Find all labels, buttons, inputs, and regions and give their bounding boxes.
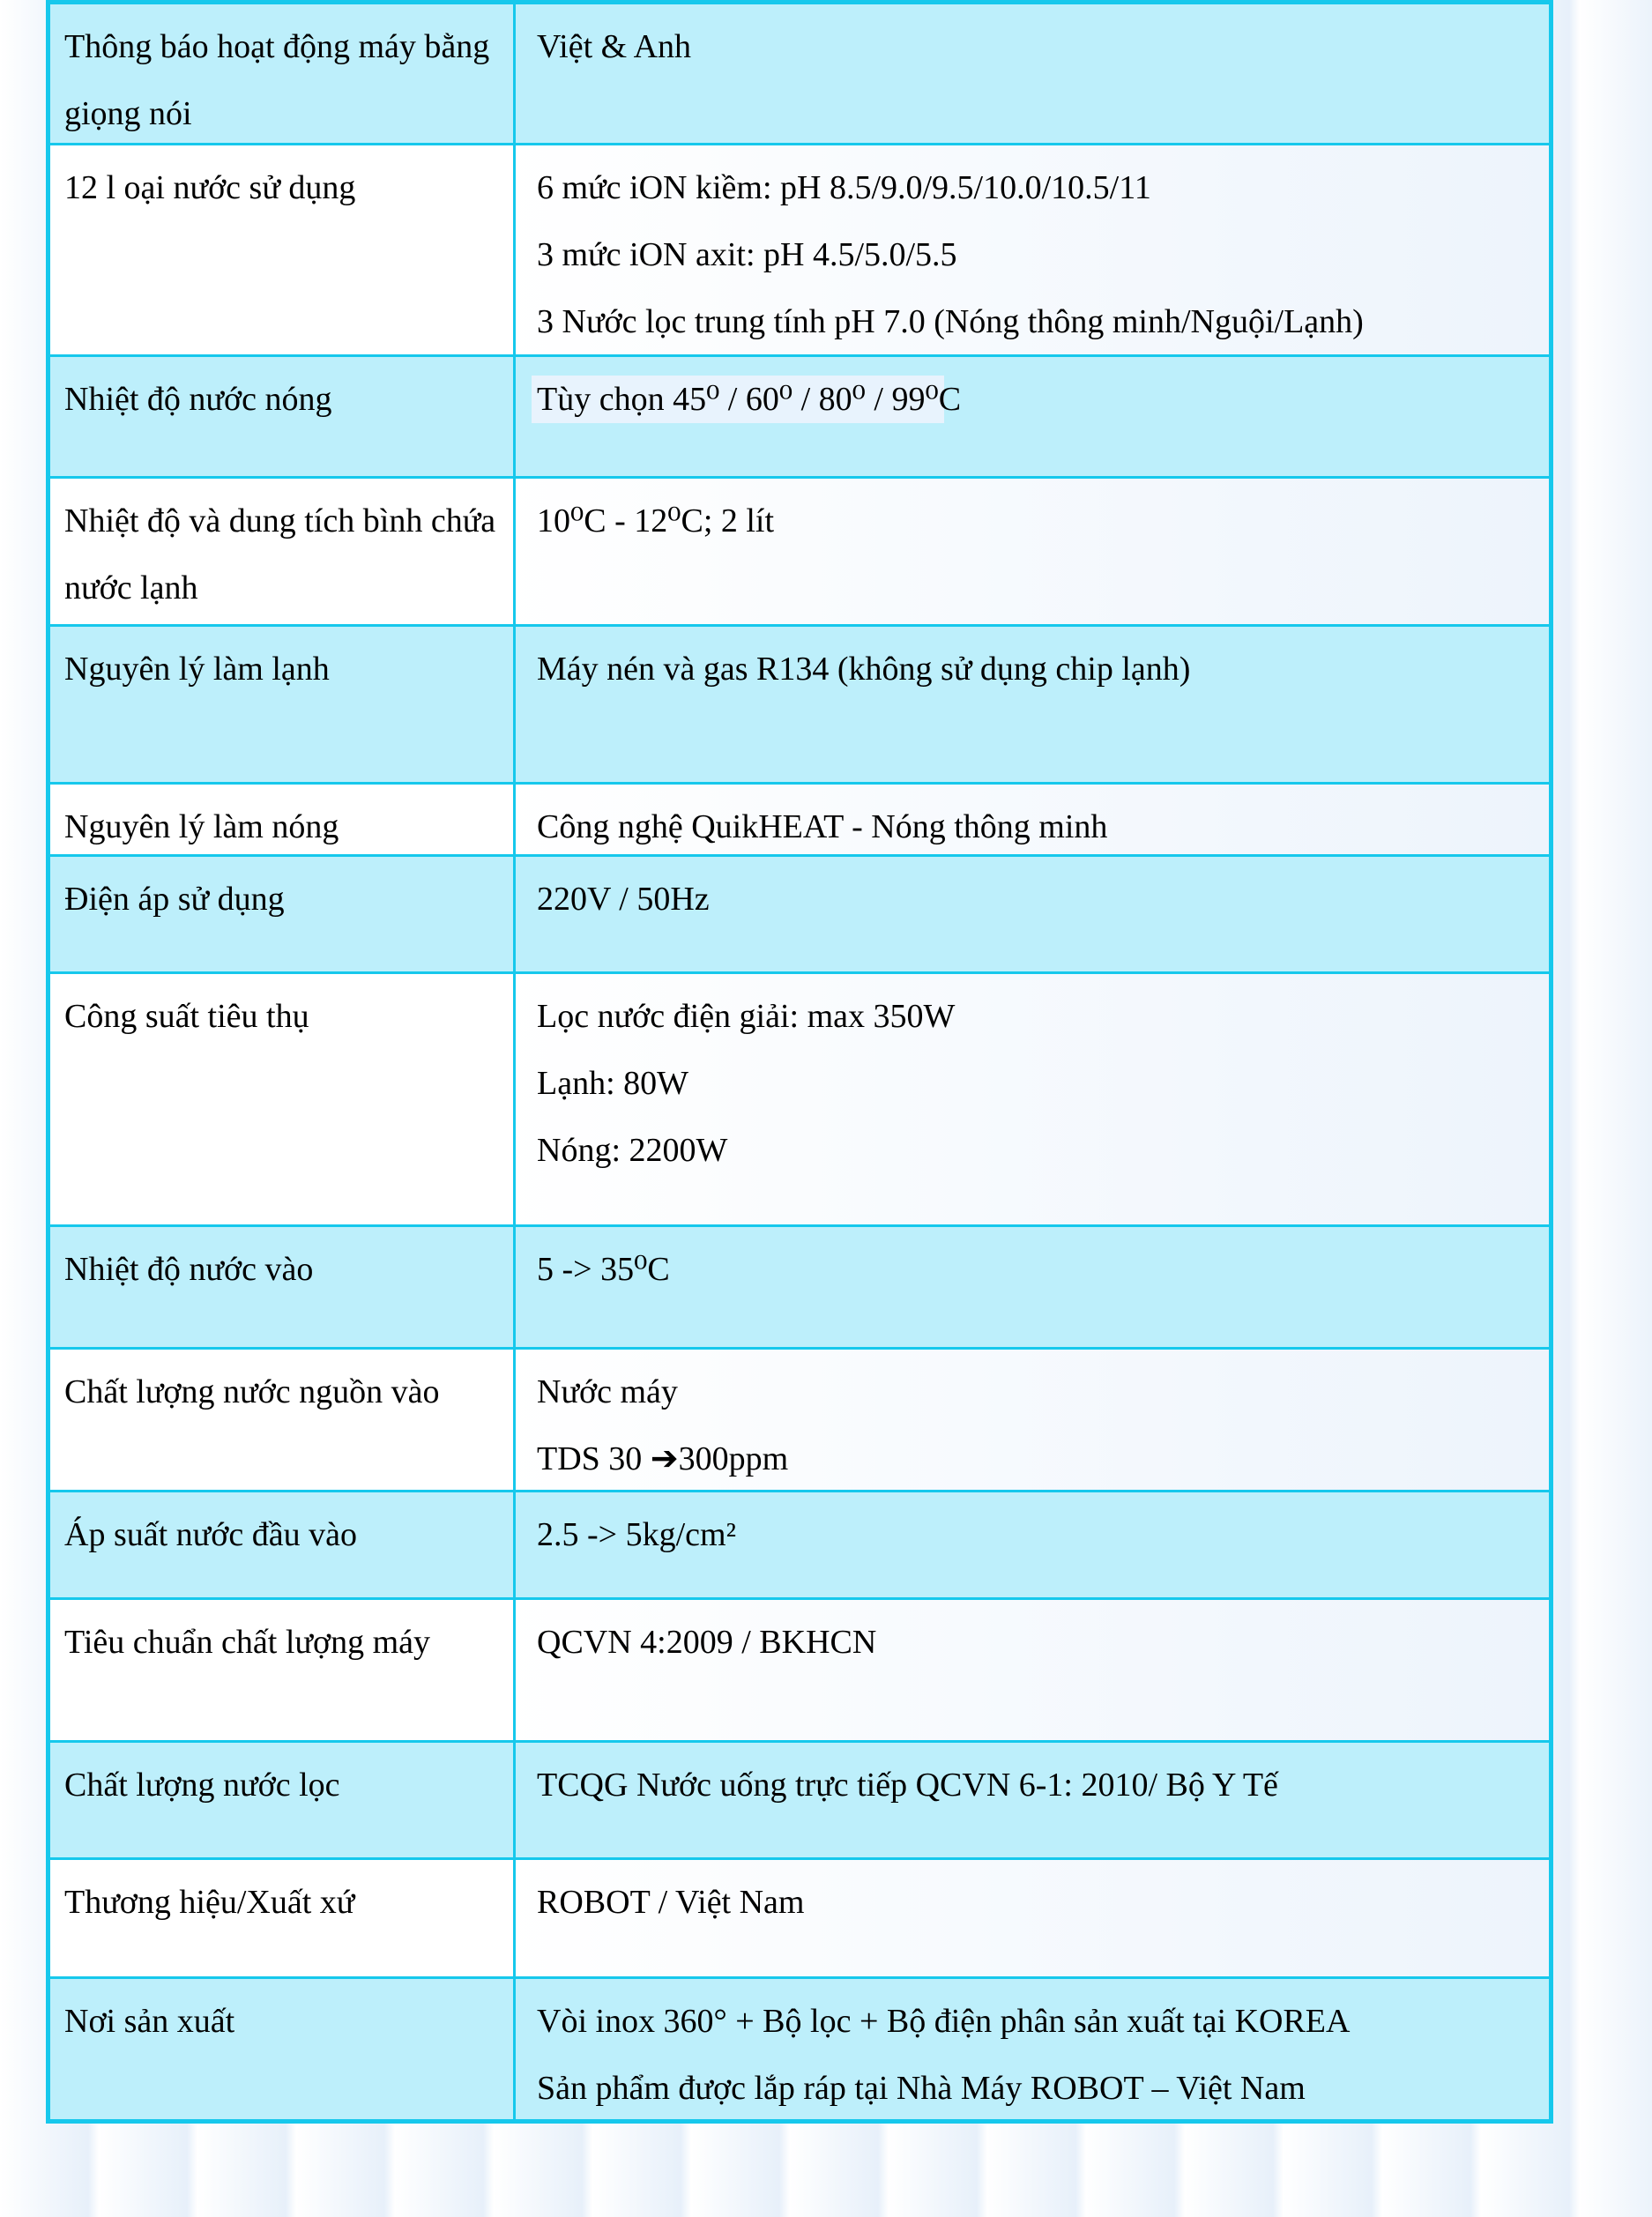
highlighted-text: Tùy chọn 45⁰ / 60⁰ / 80⁰ / 99⁰ bbox=[537, 381, 939, 418]
spec-value-cold-tank bbox=[513, 479, 1549, 624]
spec-value-line: Sản phẩm được lắp ráp tại Nhà Máy ROBOT – Việt Nam bbox=[537, 2070, 1306, 2107]
spec-value-hot-temp bbox=[513, 357, 1549, 476]
spec-label-filtered-water-quality: Chất lượng nước lọc bbox=[64, 1767, 340, 1804]
spec-label-cooling-principle: Nguyên lý làm lạnh bbox=[64, 651, 330, 688]
spec-value-line: Nóng: 2200W bbox=[537, 1132, 728, 1169]
table-row bbox=[50, 476, 1549, 624]
spec-value-inlet-temp bbox=[513, 1227, 1549, 1347]
spec-value-source-water-quality bbox=[513, 1350, 1549, 1490]
highlight-tail-text: C bbox=[938, 381, 962, 418]
table-row bbox=[50, 854, 1549, 971]
table-row bbox=[50, 1224, 1549, 1347]
spec-label-machine-standard: Tiêu chuẩn chất lượng máy bbox=[64, 1624, 430, 1661]
table-row bbox=[50, 1597, 1549, 1740]
spec-value-line: Lọc nước điện giải: max 350W bbox=[537, 998, 956, 1035]
table-row bbox=[50, 4, 1549, 143]
spec-value-power-consumption bbox=[513, 974, 1549, 1224]
spec-value-brand-origin bbox=[513, 1860, 1549, 1976]
spec-value-line: QCVN 4:2009 / BKHCN bbox=[537, 1624, 877, 1661]
spec-label-brand-origin: Thương hiệu/Xuất xứ bbox=[64, 1884, 355, 1921]
product-spec-table bbox=[46, 0, 1553, 2124]
spec-value-line: Việt & Anh bbox=[537, 28, 692, 65]
spec-value-line: 3 Nước lọc trung tính pH 7.0 (Nóng thông minh/Nguội/Lạnh) bbox=[537, 303, 1364, 340]
table-row bbox=[50, 1490, 1549, 1597]
spec-value-heating-principle bbox=[513, 785, 1549, 854]
table-row bbox=[50, 1857, 1549, 1976]
spec-value-machine-standard bbox=[513, 1600, 1549, 1740]
table-row bbox=[50, 1976, 1549, 2119]
spec-value-water-types bbox=[513, 145, 1549, 354]
spec-value-cooling-principle bbox=[513, 627, 1549, 782]
spec-label-voice-announce: Thông báo hoạt động máy bằng giọng nói bbox=[64, 28, 490, 132]
spec-value-voltage bbox=[513, 857, 1549, 971]
spec-label-source-water-quality: Chất lượng nước nguồn vào bbox=[64, 1373, 440, 1410]
table-row bbox=[50, 782, 1549, 854]
table-row bbox=[50, 624, 1549, 782]
spec-value-voice-announce bbox=[513, 4, 1549, 143]
spec-label-heating-principle: Nguyên lý làm nóng bbox=[64, 808, 339, 845]
spec-value-line: Máy nén và gas R134 (không sử dụng chip lạnh) bbox=[537, 651, 1191, 688]
spec-value-line bbox=[537, 366, 1533, 433]
spec-value-line: TDS 30 ➔300ppm bbox=[537, 1440, 789, 1477]
spec-value-line: 5 -> 35⁰C bbox=[537, 1251, 670, 1288]
spec-value-line: TCQG Nước uống trực tiếp QCVN 6-1: 2010/ Bộ Y Tế bbox=[537, 1767, 1278, 1804]
spec-value-line: Vòi inox 360° + Bộ lọc + Bộ điện phân sản xuất tại KOREA bbox=[537, 2003, 1351, 2040]
spec-label-voltage: Điện áp sử dụng bbox=[64, 881, 285, 918]
spec-value-line: Công nghệ QuikHEAT - Nóng thông minh bbox=[537, 808, 1108, 845]
spec-label-manufacture-place: Nơi sản xuất bbox=[64, 2003, 235, 2040]
spec-value-manufacture-place bbox=[513, 1979, 1549, 2119]
table-row bbox=[50, 354, 1549, 476]
table-row bbox=[50, 143, 1549, 354]
spec-label-cold-tank: Nhiệt độ và dung tích bình chứa nước lạnh bbox=[64, 502, 496, 606]
spec-value-line: 10⁰C - 12⁰C; 2 lít bbox=[537, 502, 775, 539]
table-row bbox=[50, 1740, 1549, 1857]
spec-value-line: ROBOT / Việt Nam bbox=[537, 1884, 805, 1921]
spec-label-inlet-pressure: Áp suất nước đầu vào bbox=[64, 1516, 357, 1553]
spec-label-inlet-temp: Nhiệt độ nước vào bbox=[64, 1251, 314, 1288]
spec-label-water-types: 12 l oại nước sử dụng bbox=[64, 169, 356, 206]
spec-value-line: Lạnh: 80W bbox=[537, 1065, 689, 1102]
spec-value-line: 220V / 50Hz bbox=[537, 881, 710, 918]
spec-value-line: 2.5 -> 5kg/cm² bbox=[537, 1516, 736, 1553]
spec-value-line: Nước máy bbox=[537, 1373, 678, 1410]
spec-value-line: 6 mức iON kiềm: pH 8.5/9.0/9.5/10.0/10.5/11 bbox=[537, 169, 1151, 206]
spec-value-inlet-pressure bbox=[513, 1492, 1549, 1597]
spec-value-line: 3 mức iON axit: pH 4.5/5.0/5.5 bbox=[537, 236, 957, 273]
spec-label-power-consumption: Công suất tiêu thụ bbox=[64, 998, 309, 1035]
spec-value-filtered-water-quality bbox=[513, 1743, 1549, 1857]
table-row bbox=[50, 971, 1549, 1224]
table-row bbox=[50, 1347, 1549, 1490]
spec-label-hot-temp: Nhiệt độ nước nóng bbox=[64, 381, 332, 418]
